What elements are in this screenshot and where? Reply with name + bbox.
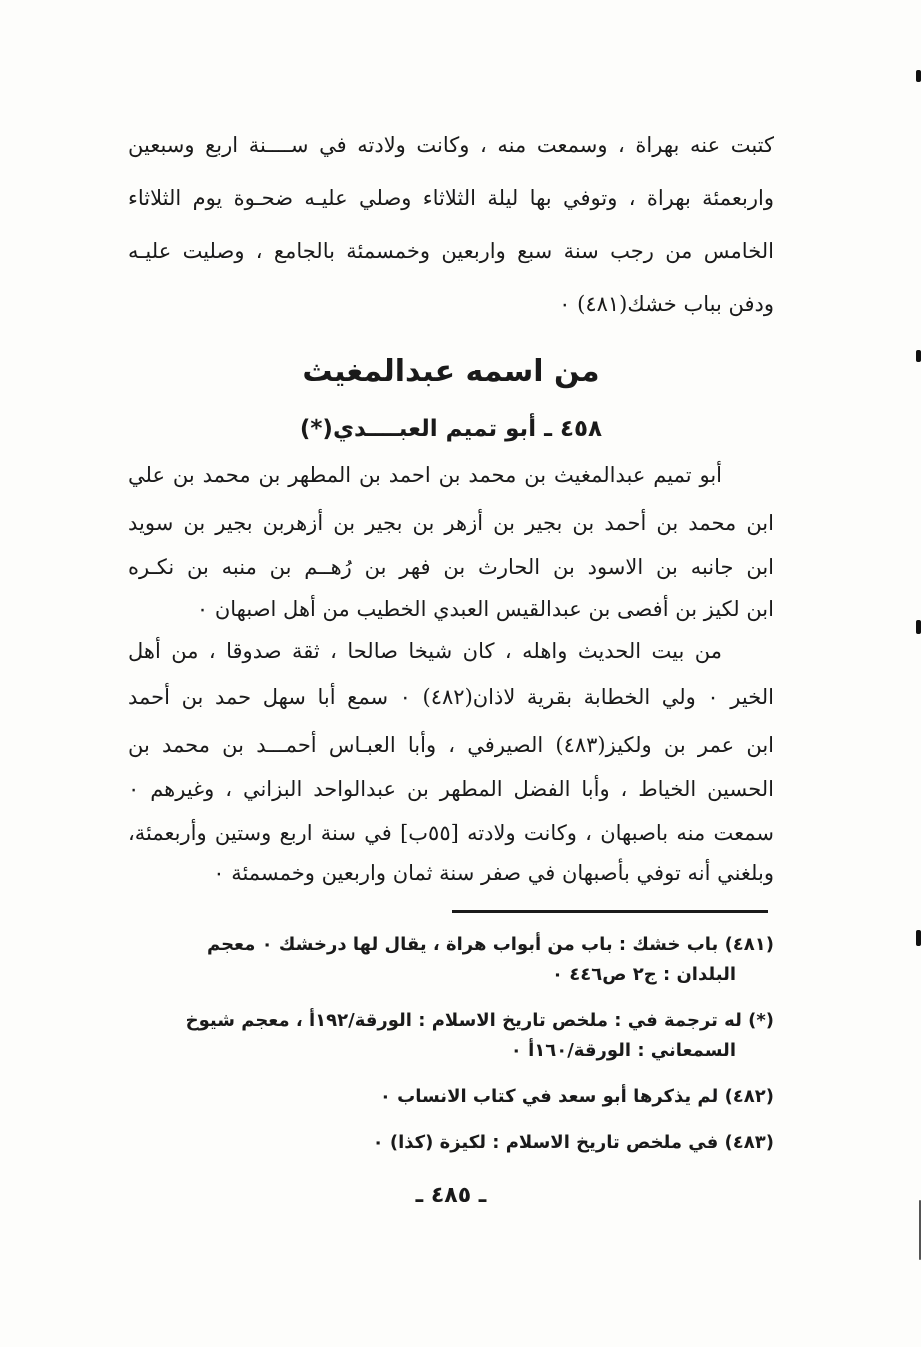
scan-edge-mark: [916, 70, 921, 82]
body-line: ابن جانبه بن الاسود بن الحارث بن فهر بن رُهــم بن منبه بن نكـره: [128, 555, 774, 579]
scan-edge-mark: [916, 620, 921, 634]
body-line: وبلغني أنه توفي بأصبهان في صفر سنة ثمان واربعين وخمسمئة ٠: [213, 861, 774, 885]
intro-line: الخامس من رجب سنة سبع واربعين وخمسمئة بالجامع ، وصليت عليـه: [128, 239, 774, 263]
footnote-text: البلدان : ج٢ ص٤٤٦ ٠: [552, 964, 736, 985]
body-line: الخير ٠ ولي الخطابة بقرية لاذان(٤٨٢) ٠ سمع أبا سهل حمد بن أحمد: [128, 685, 774, 709]
page-number: ـ ٤٨٥ ـ: [415, 1183, 487, 1208]
body-line: أبو تميم عبدالمغيث بن محمد بن احمد بن المطهر بن محمد بن علي: [128, 463, 722, 487]
footnote-text: السمعاني : الورقة/١٦٠أ ٠: [510, 1040, 736, 1061]
intro-line: كتبت عنه بهراة ، وسمعت منه ، وكانت ولادته في ســــنة اربع وسبعين: [128, 133, 774, 157]
footnote-star: [128, 1006, 774, 1066]
scan-edge-mark: [916, 350, 921, 362]
footnote-481: [128, 930, 774, 990]
body-line: ابن محمد بن أحمد بن بجير بن أزهر بن بجير بن أزهربن بجير بن سويد: [128, 511, 774, 535]
footnote-text: (٤٨٢) لم يذكرها أبو سعد في كتاب الانساب ٠: [379, 1086, 774, 1107]
footnote-482: [128, 1082, 774, 1112]
footnote-text: (*) له ترجمة في : ملخص تاريخ الاسلام : الورقة/١٩٢أ ، معجم شيوخ: [185, 1010, 774, 1031]
entry-heading: ٤٥٨ ـ أبو تميم العبــــدي(*): [299, 416, 603, 442]
body-line: من بيت الحديث واهله ، كان شيخا صالحا ، ثقة صدوقا ، من أهل: [128, 639, 722, 663]
body-line: ابن عمر بن ولكيز(٤٨٣) الصيرفي ، وأبا العبـاس أحمـــد بن محمد بن: [128, 733, 774, 757]
footnote-separator: [452, 910, 768, 913]
footnote-483: [128, 1128, 774, 1158]
footnote-text: (٤٨١) باب خشك : باب من أبواب هراة ، يقال لها درخشك ٠ معجم: [206, 934, 774, 955]
body-line: سمعت منه باصبهان ، وكانت ولادته [٥٥ب] في سنة اربع وستين وأربعمئة،: [128, 821, 774, 845]
intro-line: واربعمئة بهراة ، وتوفي بها ليلة الثلاثاء وصلي عليـه ضحـوة يوم الثلاثاء: [128, 186, 774, 210]
body-line: ابن لكيز بن أفصى بن عبدالقيس العبدي الخطيب من أهل اصبهان ٠: [196, 597, 774, 621]
intro-line: ودفن بباب خشك(٤٨١) ٠: [559, 292, 774, 316]
footnote-text: (٤٨٣) في ملخص تاريخ الاسلام : لكيزة (كذا) ٠: [372, 1132, 774, 1153]
section-heading: من اسمه عبدالمغيث: [302, 354, 600, 389]
scan-edge-mark: [916, 930, 921, 946]
body-line: الحسين الخياط ، وأبا الفضل المطهر بن عبدالواحد البزاني ، وغيرهم ٠: [128, 777, 774, 801]
